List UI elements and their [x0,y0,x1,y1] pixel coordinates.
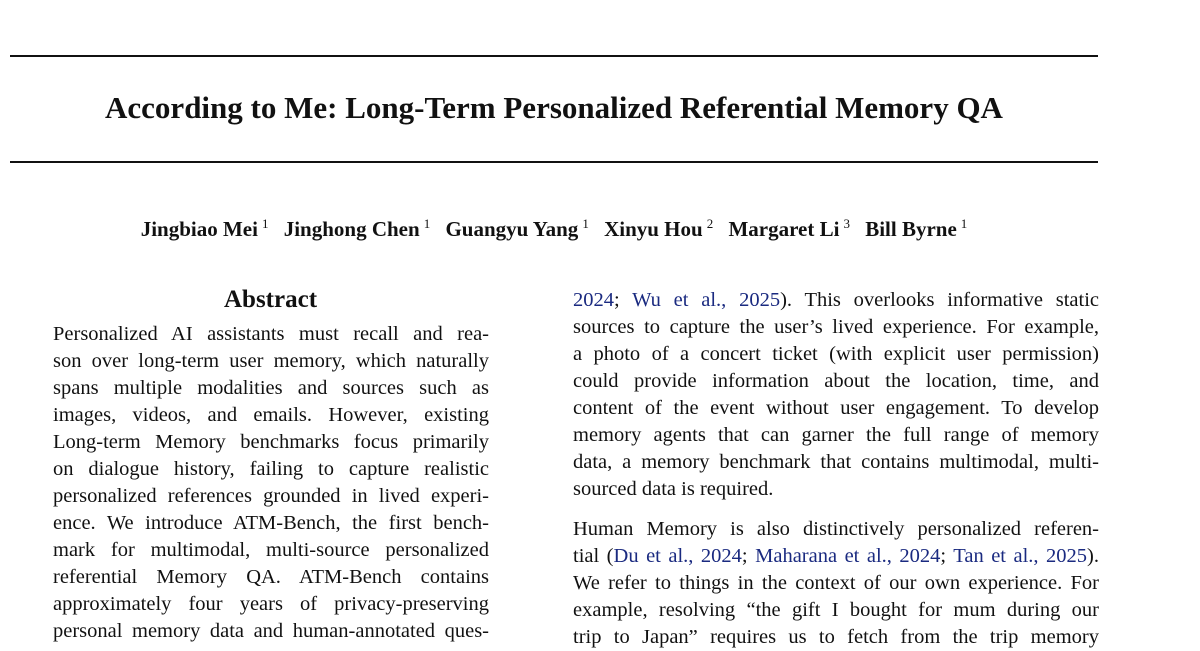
author-affiliation: 2 [706,216,714,231]
body-line: example, resolving “the gift I bought for mum during our [573,599,1099,621]
author-name: Jingbiao Mei [140,217,258,241]
citation-separator: ; [940,545,954,567]
author-list [10,210,1098,243]
abstract-line: son over long-term user memory, which naturally [53,350,489,372]
citation-link[interactable]: Tan et al., 2025 [953,545,1088,567]
author-name: Guangyu Yang [445,217,579,241]
author-name: Jinghong Chen [283,217,420,241]
author-affiliation: 1 [582,216,589,231]
citation-separator: ; [614,289,633,311]
author-name: Margaret Li [728,217,840,241]
author-name: Xinyu Hou [604,217,703,241]
abstract-line: Long-term Memory benchmarks focus primarily [53,431,489,453]
body-line [573,543,1099,570]
author-affiliation: 1 [423,216,431,231]
paragraph-gap [573,503,1099,516]
citation-link[interactable]: 2024 [573,289,614,311]
citation-link[interactable]: Wu et al., 2025 [632,289,781,311]
abstract-line: Personalized AI assistants must recall and rea- [53,323,489,345]
citation-link[interactable]: Du et al., 2024 [613,545,742,567]
author [728,217,850,241]
author [445,217,588,241]
author-affiliation: 1 [261,216,269,231]
body-line: Human Memory is also distinctively personalized referen- [573,518,1099,540]
author [284,217,430,241]
abstract-body [53,321,489,645]
paper-title: According to Me: Long-Term Personalized Referential Memory QA [105,90,1003,125]
body-line: content of the event without user engagement. To develop [573,397,1099,419]
citation-link[interactable]: Maharana et al., 2024 [755,545,941,567]
author [141,217,269,241]
body-text: ). This overlooks informative static [780,289,1099,311]
body-line: trip to Japan” requires us to fetch from the trip memory [573,626,1099,648]
introduction-body [573,287,1099,651]
body-line [573,287,1099,314]
citation-separator: ; [741,545,756,567]
body-line: a photo of a concert ticket (with explicit user permission) [573,343,1099,365]
abstract-line: ence. We introduce ATM-Bench, the first bench- [53,512,489,534]
abstract-line: referential Memory QA. ATM-Bench contains [53,566,489,588]
author [865,217,967,241]
author [604,217,713,241]
author-name: Bill Byrne [865,217,957,241]
abstract-line: on dialogue history, failing to capture realistic [53,458,489,480]
body-line: data, a memory benchmark that contains multimodal, multi- [573,451,1099,473]
author-affiliation: 3 [843,216,850,231]
body-line: could provide information about the location, time, and [573,370,1099,392]
abstract-line: images, videos, and emails. However, existing [53,404,489,426]
author-affiliation: 1 [960,216,968,231]
body-line: We refer to things in the context of our own experience. For [573,572,1099,594]
title-top-rule [10,55,1098,57]
body-text: ). [1087,545,1099,567]
abstract-line: personal memory data and human-annotated ques- [53,620,489,642]
body-line: sourced data is required. [573,478,774,500]
abstract-line: mark for multimodal, multi-source personalized [53,539,489,561]
body-line: memory agents that can garner the full range of memory [573,424,1099,446]
abstract-heading: Abstract [223,286,318,313]
abstract-line: personalized references grounded in lived experi- [53,485,489,507]
abstract-line: approximately four years of privacy-preserving [53,593,489,615]
body-text: tial ( [573,545,614,567]
abstract-line: spans multiple modalities and sources such as [53,377,489,399]
body-line: sources to capture the user’s lived experience. For example, [573,316,1099,338]
title-bottom-rule [10,161,1098,163]
